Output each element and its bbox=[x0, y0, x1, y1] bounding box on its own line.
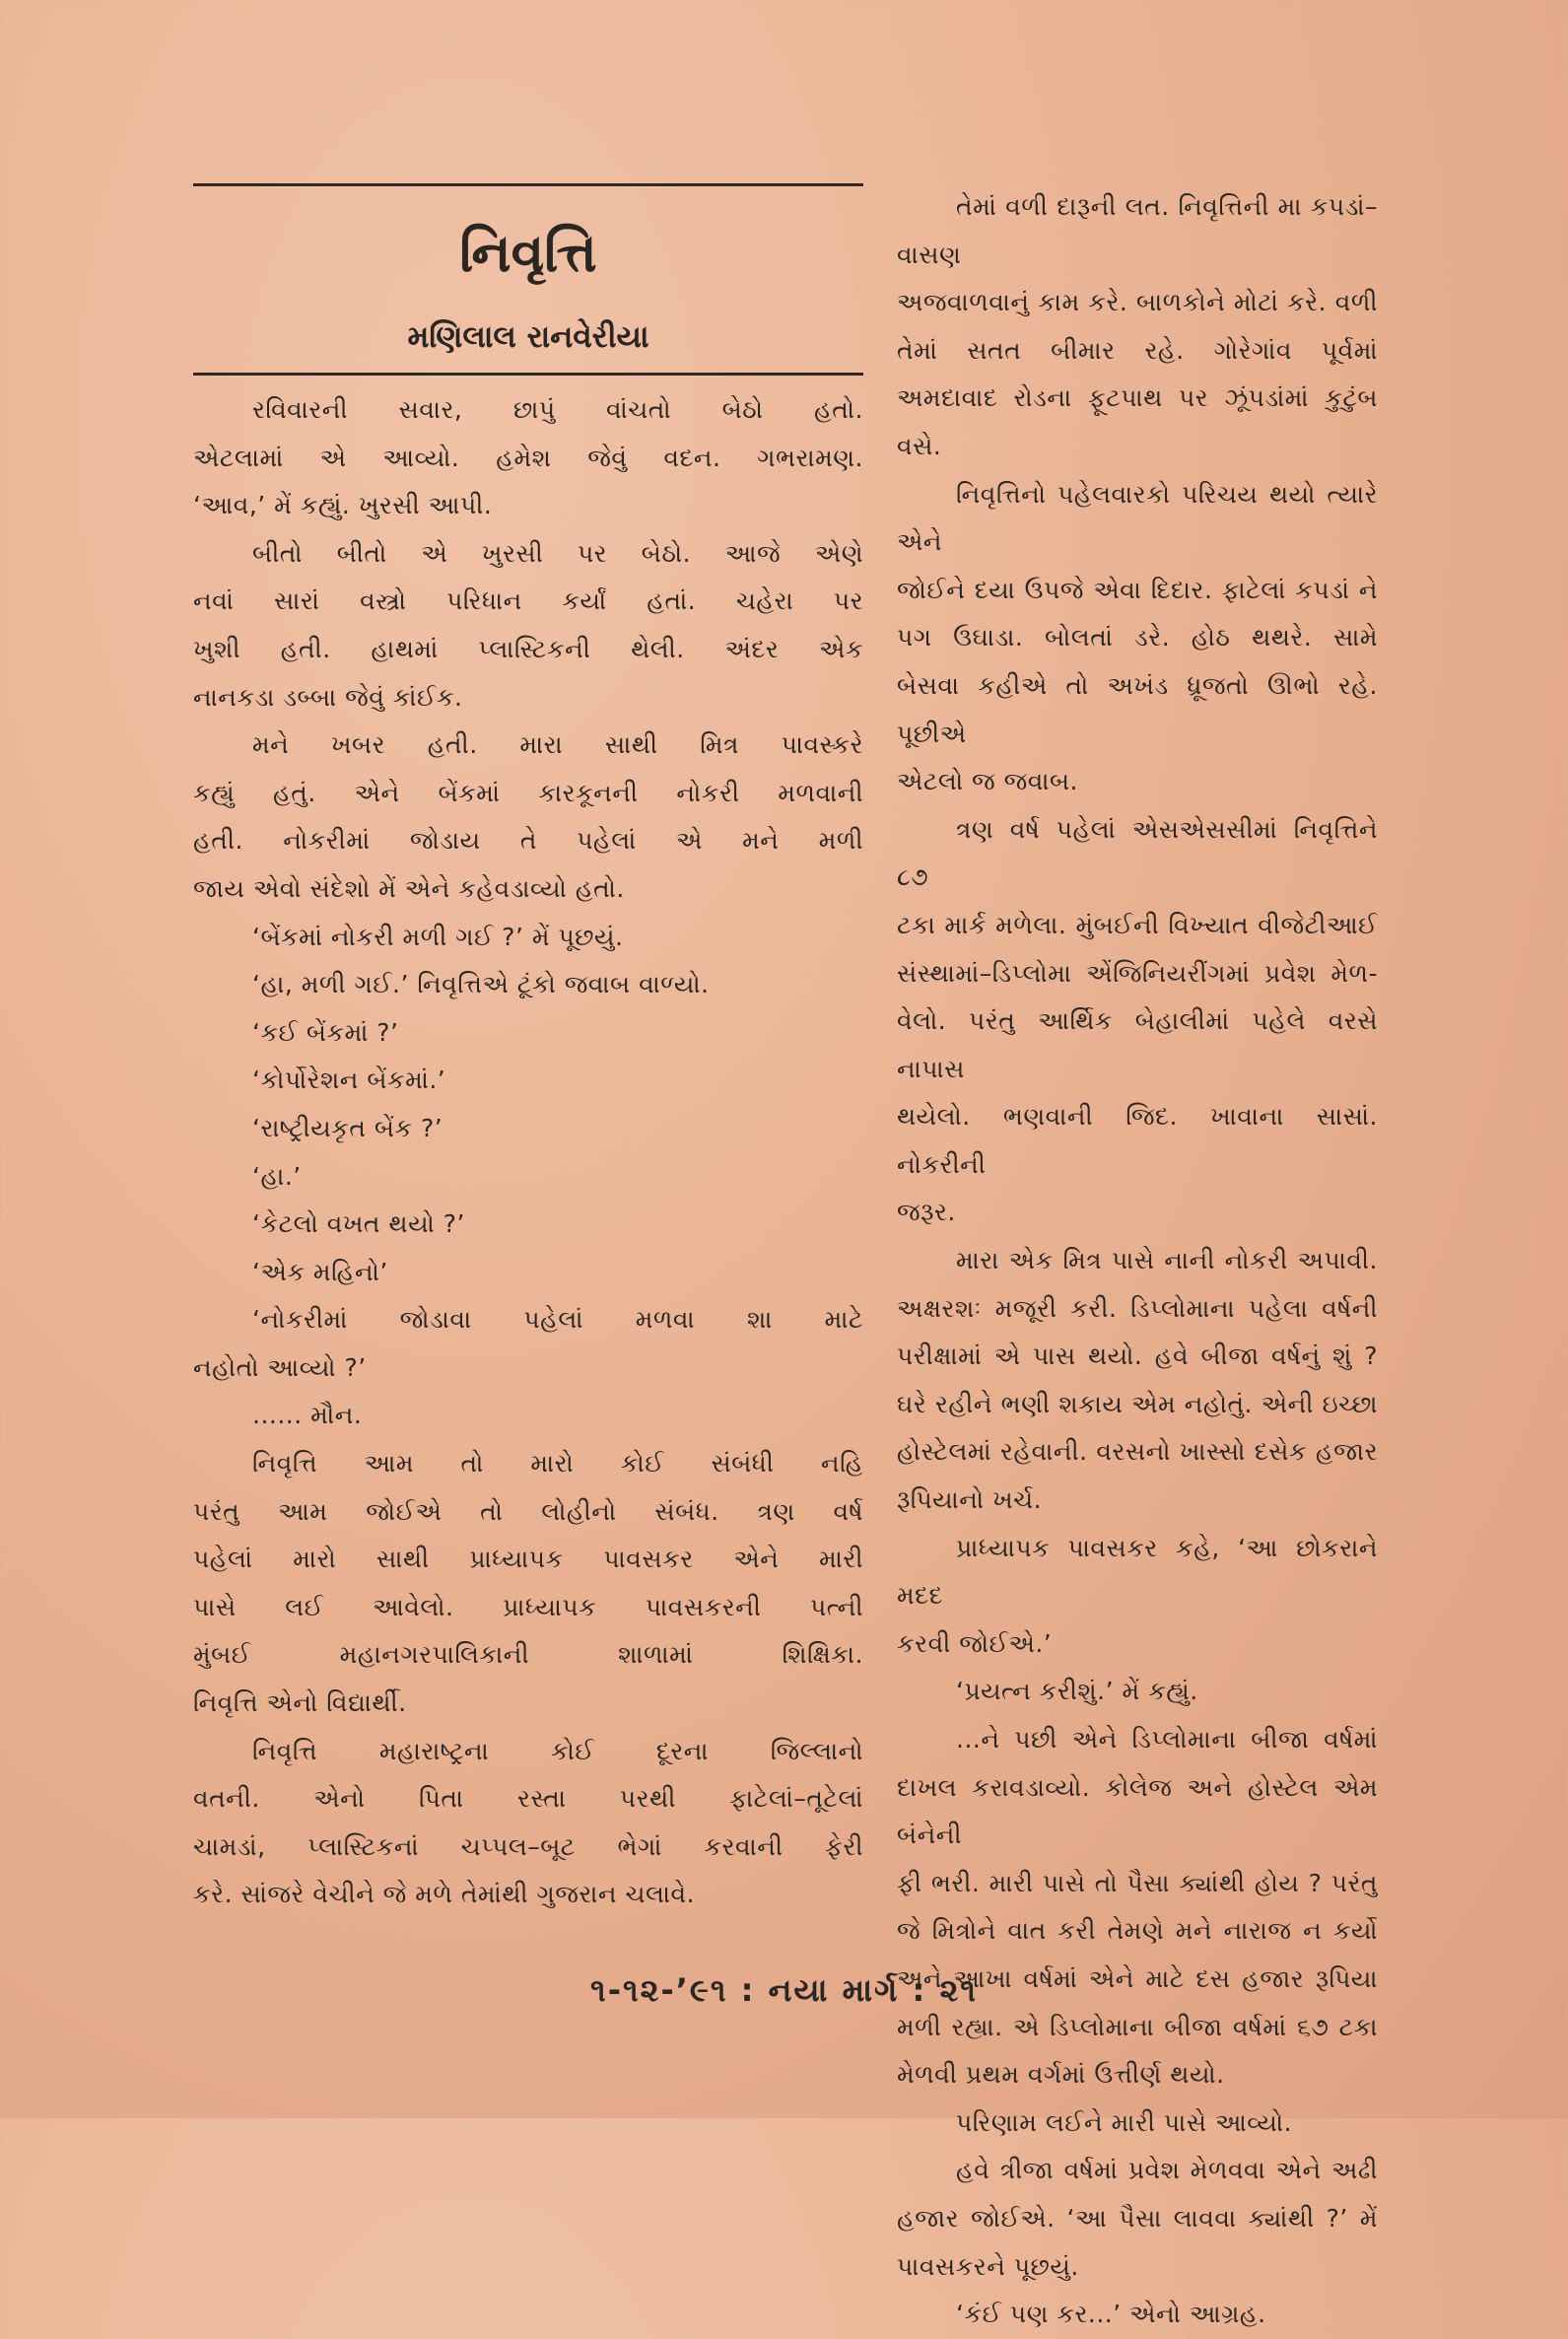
text-line: બેસવા કહીએ તો અખંડ ધ્રૂજતો ઊભો રહે. પૂછીએ bbox=[897, 670, 1378, 748]
text-line: કરે. સાંજરે વેચીને જે મળે તેમાંથી ગુજરાન ચલાવે. bbox=[193, 1880, 696, 1909]
text-line: પરંતુ આમ જોઈએ તો લોહીનો સંબંધ. ત્રણ વર્ષ bbox=[193, 1496, 863, 1526]
title-bottom-rule bbox=[193, 373, 863, 376]
text-line: હજાર જોઈએ. ‘આ પૈસા લાવવા ક્યાંથી ?’ મેં bbox=[897, 2203, 1378, 2233]
text-line: રૂપિયાનો ખર્ચ. bbox=[897, 1485, 1043, 1515]
text-line: મને ખબર હતી. મારા સાથી મિત્ર પાવસ્કરે bbox=[252, 730, 863, 760]
text-line: સંસ્થામાં–ડિપ્લોમા એંજિનિયરીંગમાં પ્રવેશ મેળ- bbox=[897, 958, 1378, 988]
text-line: ફી ભરી. મારી પાસે તો પૈસા ક્યાંથી હોય ? પરંતુ bbox=[897, 1868, 1378, 1897]
text-line: મેળવી પ્રથમ વર્ગમાં ઉત્તીર્ણ થયો. bbox=[897, 2060, 1225, 2090]
text-line: ...... મૌન. bbox=[252, 1401, 363, 1430]
text-line: જાય એવો સંદેશો મેં એને કહેવડાવ્યો હતો. bbox=[193, 873, 625, 903]
text-line: હોસ્ટેલમાં રહેવાની. વરસનો ખાસ્સો દસેક હજાર bbox=[897, 1437, 1378, 1467]
text-line: જોઈને દયા ઉપજે એવા દિદાર. ફાટેલાં કપડાં ને bbox=[897, 575, 1378, 604]
text-line: નવાં સારાં વસ્ત્રો પરિધાન કર્યાં હતાં. ચહેરા પર bbox=[193, 586, 863, 616]
text-line: ત્રણ વર્ષ પહેલાં એસએસસીમાં નિવૃત્તિને ૮૭ bbox=[897, 814, 1378, 892]
text-line: ઘરે રહીને ભણી શકાય એમ નહોતું. એની ઇચ્છા bbox=[897, 1389, 1378, 1418]
text-line: મળી રહ્યા. એ ડિપ્લોમાના બીજા વર્ષમાં ૬૭ ટકા bbox=[897, 2012, 1378, 2041]
text-line: પરિણામ લઈને મારી પાસે આવ્યો. bbox=[956, 2107, 1293, 2137]
text-line: થયેલો. ભણવાની જિદ. ખાવાના સાસાં. નોકરીની bbox=[897, 1102, 1378, 1179]
text-line: ‘કંઈ પણ કર...’ એનો આગ્રહ. bbox=[956, 2300, 1266, 2329]
page-footer: ૧-૧૨-’૯૧ : નયા માર્ગ : ૨૧ bbox=[590, 1971, 978, 2009]
text-line: કહ્યું હતું. એને બેંકમાં કારકૂનની નોકરી મળવાની bbox=[193, 778, 863, 807]
text-line: વેલો. પરંતુ આર્થિક બેહાલીમાં પહેલે વરસે નાપાસ bbox=[897, 1006, 1378, 1083]
text-line: પગ ઉઘાડા. બોલતાં ડરે. હોઠ થથરે. સામે bbox=[897, 623, 1378, 653]
text-line: ‘પ્રયત્ન કરીશું.’ મેં કહ્યું. bbox=[956, 1677, 1198, 1706]
text-line: અક્ષરશઃ મજૂરી કરી. ડિપ્લોમાના પહેલા વર્ષની bbox=[897, 1293, 1378, 1323]
text-line: રવિવારની સવાર, છાપું વાંચતો બેઠો હતો. bbox=[252, 395, 863, 424]
text-line: ‘કોર્પોરેશન બેંકમાં.’ bbox=[252, 1066, 446, 1095]
text-line: પાવસકરને પૂછયું. bbox=[897, 2251, 1079, 2281]
text-line: એટલો જ જવાબ. bbox=[897, 767, 1078, 796]
text-line: નાનકડા ડબ્બા જેવું કાંઈક. bbox=[193, 682, 463, 712]
text-line: ટકા માર્ક મળેલા. મુંબઈની વિખ્યાત વીજેટીઆઈ bbox=[897, 910, 1378, 939]
text-line: જે મિત્રોને વાત કરી તેમણે મને નારાજ ન કર્યો bbox=[897, 1916, 1378, 1946]
text-line: જરૂર. bbox=[897, 1198, 956, 1227]
text-line: ચામડાં, પ્લાસ્ટિકનાં ચપ્પલ–બૂટ ભેગાં કરવાની ફેરી bbox=[193, 1831, 863, 1861]
text-line: પરીક્ષામાં એ પાસ થયો. હવે બીજા વર્ષનું શું ? bbox=[897, 1341, 1378, 1371]
text-line: ખુશી હતી. હાથમાં પ્લાસ્ટિકની થેલી. અંદર એક bbox=[193, 634, 863, 663]
text-line: અને આખા વર્ષમાં એને માટે દસ હજાર રૂપિયા bbox=[897, 1963, 1378, 1993]
text-line: ‘હા, મળી ગઈ.’ નિવૃત્તિએ ટૂંકો જવાબ વાળ્યો. bbox=[252, 970, 710, 999]
text-line: અજવાળવાનું કામ કરે. બાળકોને મોટાં કરે. વળી bbox=[897, 288, 1378, 317]
text-line: નિવૃત્તિ એનો વિદ્યાર્થી. bbox=[193, 1688, 407, 1718]
text-line: ‘નોકરીમાં જોડાવા પહેલાં મળવા શા માટે bbox=[252, 1305, 863, 1335]
article-author: મણિલાલ રાનવેરીયા bbox=[407, 319, 649, 355]
text-line: બીતો બીતો એ ખુરસી પર બેઠો. આજે એણે bbox=[252, 538, 863, 568]
text-line: ‘હા.’ bbox=[252, 1161, 302, 1191]
text-line: અમદાવાદ રોડના ફૂટપાથ પર ઝૂંપડાંમાં કુટુંબ વસે. bbox=[897, 383, 1378, 460]
text-line: તેમાં વળી દારૂની લત. નિવૃત્તિની મા કપડાં–વાસણ bbox=[897, 192, 1378, 269]
text-line: નિવૃત્તિ મહારાષ્ટ્રના કોઈ દૂરના જિલ્લાનો bbox=[252, 1736, 863, 1765]
text-line: પ્રાધ્યાપક પાવસકર કહે, ‘આ છોકરાને મદદ bbox=[897, 1533, 1378, 1611]
text-line: ...ને પછી એને ડિપ્લોમાના બીજા વર્ષમાં bbox=[956, 1725, 1378, 1754]
text-line: હતી. નોકરીમાં જોડાય તે પહેલાં એ મને મળી bbox=[193, 826, 863, 856]
text-line: ‘આવ,’ મેં કહ્યું. ખુરસી આપી. bbox=[193, 491, 493, 520]
article-right-column bbox=[897, 183, 1378, 2339]
text-line: પાસે લઈ આવેલો. પ્રાધ્યાપક પાવસકરની પત્ની bbox=[193, 1592, 863, 1621]
text-line: ‘કેટલો વખત થયો ?’ bbox=[252, 1209, 465, 1239]
text-line: ‘બેંકમાં નોકરી મળી ગઈ ?’ મેં પૂછયું. bbox=[252, 922, 624, 951]
article-title: નિવૃત્તિ bbox=[459, 222, 597, 284]
text-line: મુંબઈ મહાનગરપાલિકાની શાળામાં શિક્ષિકા. bbox=[193, 1640, 863, 1670]
text-line: હવે ત્રીજા વર્ષમાં પ્રવેશ મેળવવા એને અઢી bbox=[956, 2156, 1378, 2185]
text-line: પહેલાં મારો સાથી પ્રાધ્યાપક પાવસકર એને મારી bbox=[193, 1545, 863, 1574]
text-line: એટલામાં એ આવ્યો. હમેશ જેવું વદન. ગભરામણ. bbox=[193, 443, 863, 472]
text-line: ‘કઈ બેંકમાં ?’ bbox=[252, 1017, 399, 1047]
text-line: નિવૃત્તિનો પહેલવારકો પરિચય થયો ત્યારે એને bbox=[897, 479, 1378, 557]
article-left-column bbox=[193, 386, 863, 1919]
text-line: દાખલ કરાવડાવ્યો. કોલેજ અને હોસ્ટેલ એમ બંનેની bbox=[897, 1772, 1378, 1850]
text-line: મારા એક મિત્ર પાસે નાની નોકરી અપાવી. bbox=[956, 1246, 1378, 1275]
text-line: ‘રાષ્ટ્રીયકૃત બેંક ?’ bbox=[252, 1113, 443, 1142]
text-line: તેમાં સતત બીમાર રહે. ગોરેગાંવ પૂર્વમાં bbox=[897, 335, 1378, 365]
text-line: કરવી જોઈએ.’ bbox=[897, 1628, 1053, 1658]
text-line: ‘એક મહિનો’ bbox=[252, 1257, 388, 1286]
text-line: નહોતો આવ્યો ?’ bbox=[193, 1352, 367, 1382]
text-line: વતની. એનો પિતા રસ્તા પરથી ફાટેલાં–તૂટેલાં bbox=[193, 1784, 863, 1814]
title-top-rule bbox=[193, 183, 863, 186]
text-line: નિવૃત્તિ આમ તો મારો કોઈ સંબંધી નહિ bbox=[252, 1449, 863, 1479]
